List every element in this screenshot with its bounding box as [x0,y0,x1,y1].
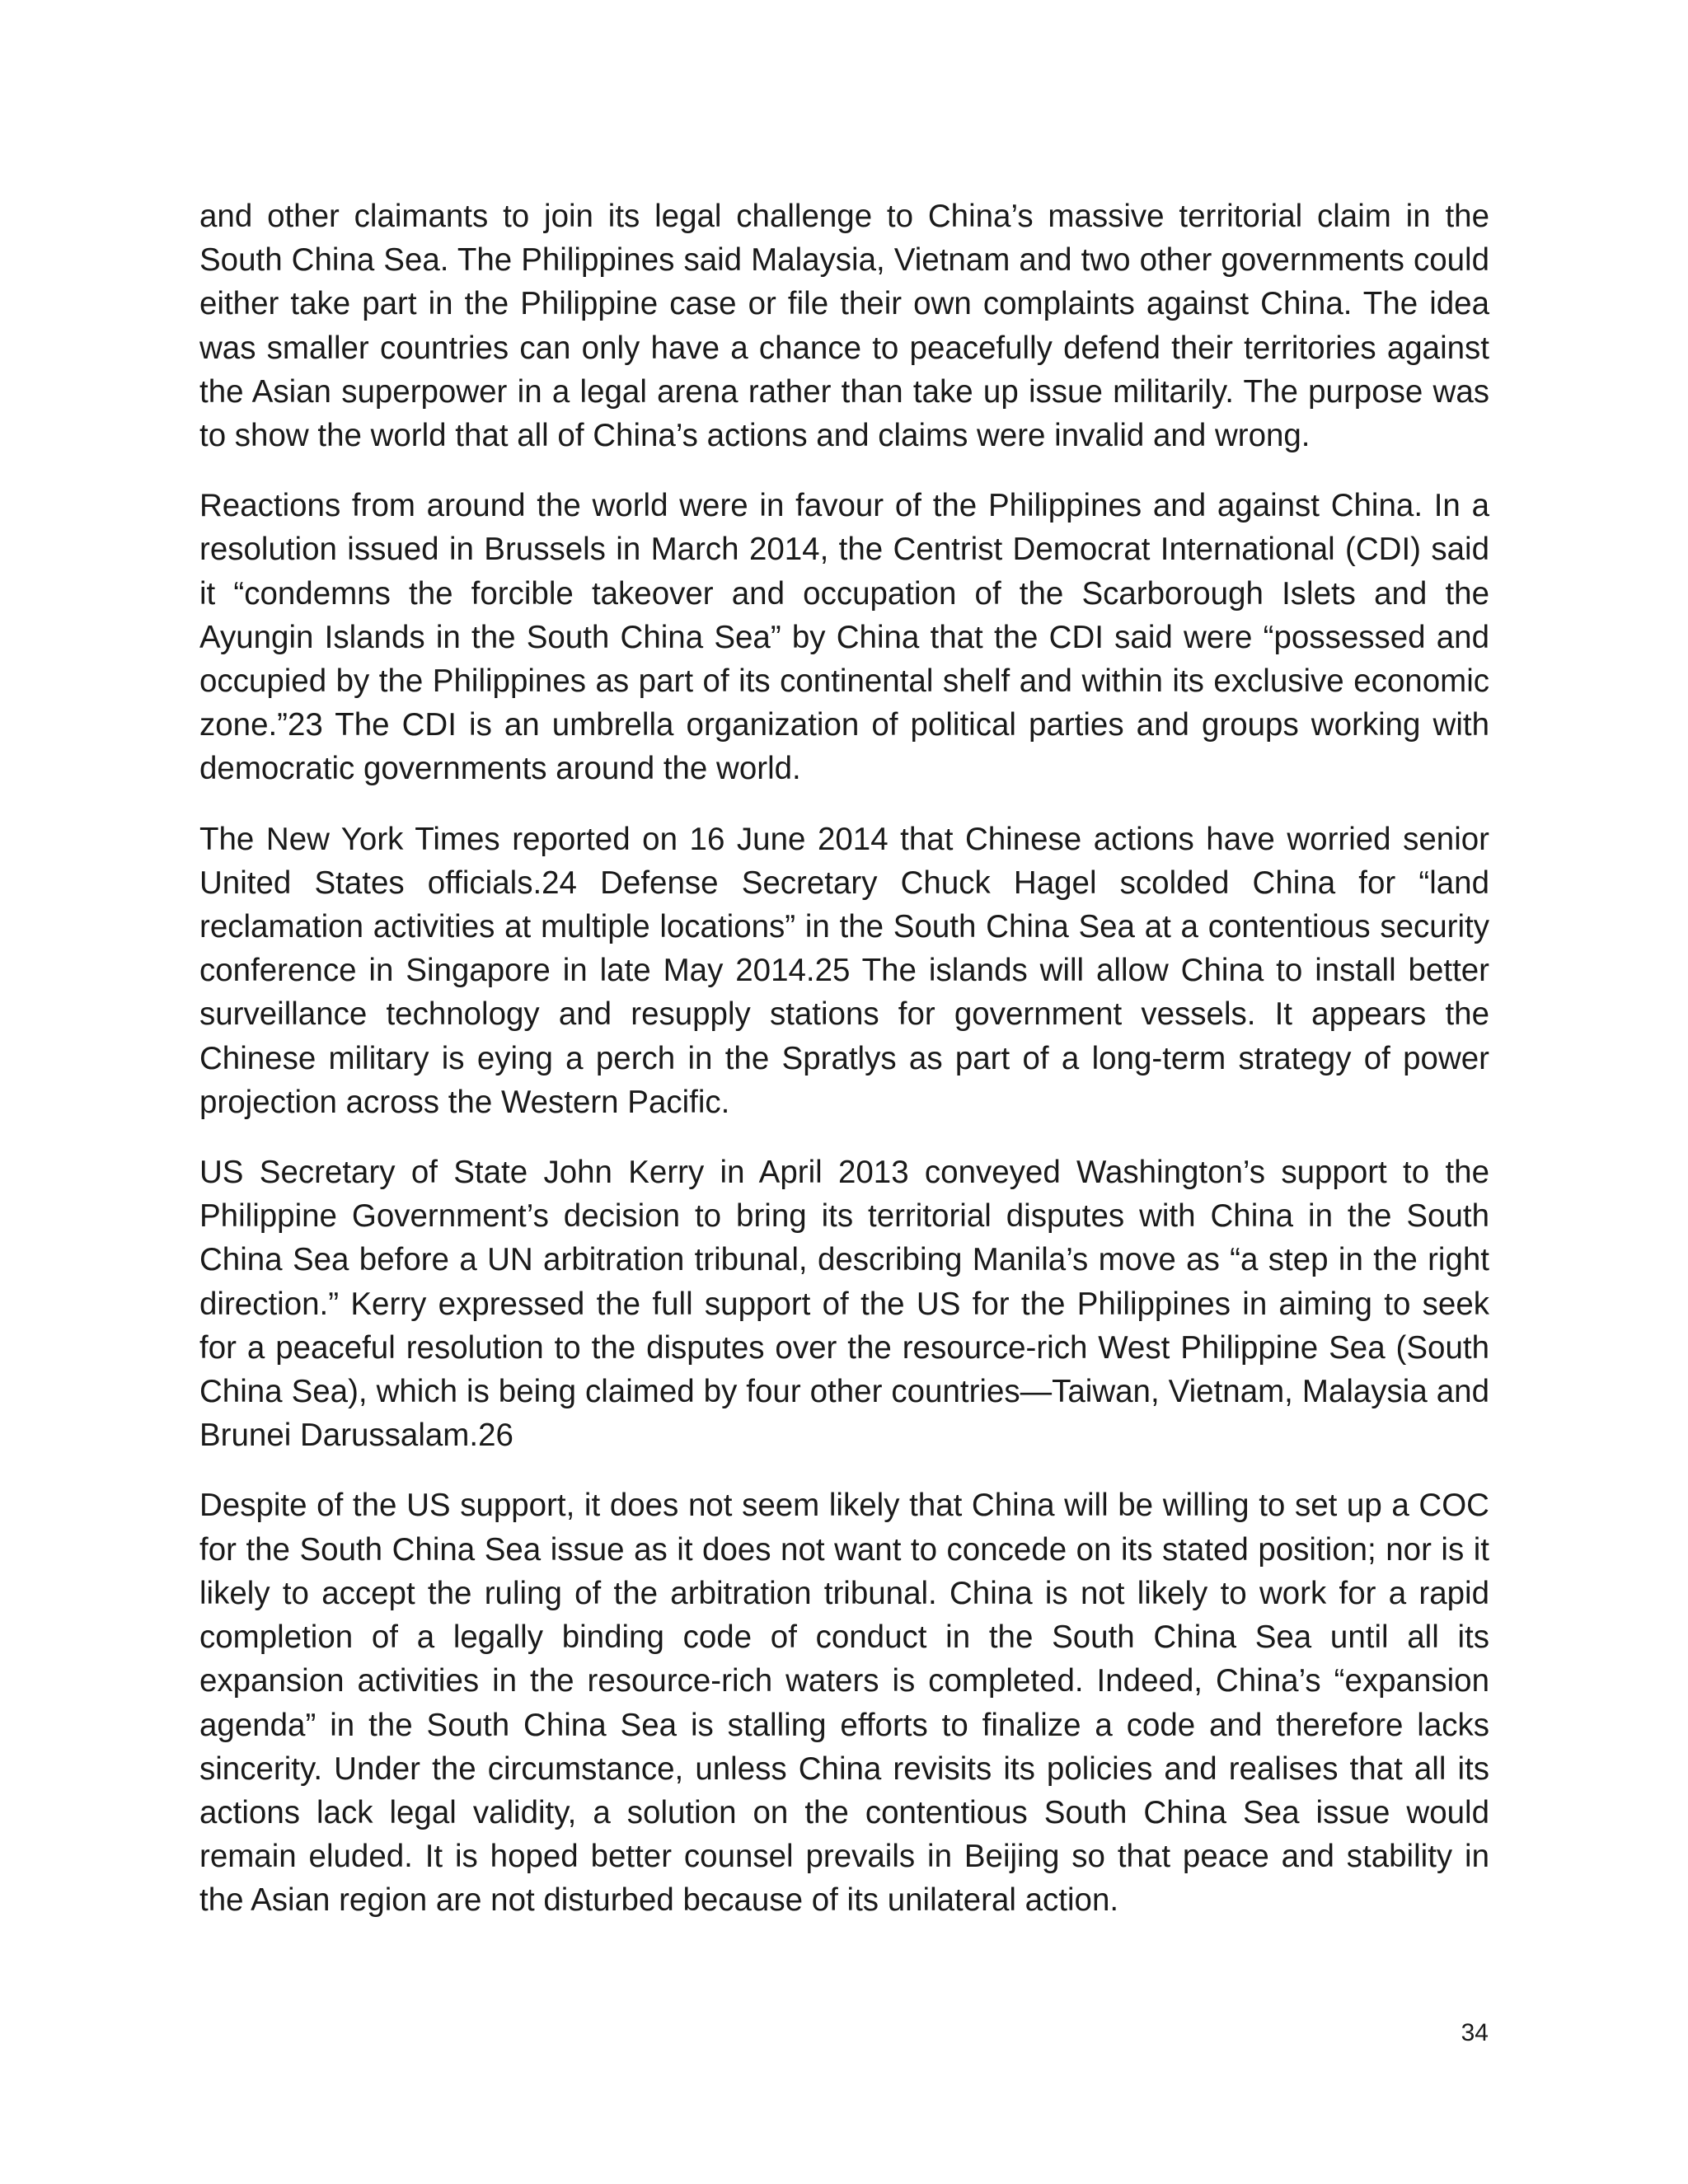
paragraph-4: US Secretary of State John Kerry in April 2013 conveyed Washington’s support to the Philippine Government’s decision to bring its territorial disputes with China in the South China Sea before a UN arbitration tribunal, describing Manila’s move as “a step in the right direction.” Kerry expressed the full support of the US for the Philippines in aiming to seek for a peaceful resolution to the disputes over the resource-rich West Philippine Sea (South China Sea), which is being claimed by four other countries—Taiwan, Vietnam, Malaysia and Brunei Darussalam.26 [199,1155,1489,1454]
paragraph-5: Despite of the US support, it does not seem likely that China will be willing to set up a COC for the South China Sea issue as it does not want to concede on its stated position; nor is it likely to accept the ruling of the arbitration tribunal. China is not likely to work for a rapid completion of a legally binding code of conduct in the South China Sea until all its expansion activities in the resource-rich waters is completed. Indeed, China’s “expansion agenda” in the South China Sea is stalling efforts to finalize a code and therefore lacks sincerity. Under the circumstance, unless China revisits its policies and realises that all its actions lack legal validity, a solution on the contentious South China Sea issue would remain eluded. It is hoped better counsel prevails in Beijing so that peace and stability in the Asian region are not disturbed because of its unilateral action. [199,1488,1489,1919]
paragraph-1: and other claimants to join its legal challenge to China’s massive territorial claim in the South China Sea. The Philippines said Malaysia, Vietnam and two other governments could either take part in the Philippine case or file their own complaints against China. The idea was smaller countries can only have a chance to peacefully defend their territories against the Asian superpower in a legal arena rather than take up issue militarily. The purpose was to show the world that all of China’s actions and claims were invalid and wrong. [199,199,1489,454]
page-number: 34 [1461,2019,1489,2046]
paragraph-2: Reactions from around the world were in favour of the Philippines and against China. In a resolution issued in Brussels in March 2014, the Centrist Democrat International (CDI) said it “condemns the forcible takeover and occupation of the Scarborough Islets and the Ayungin Islands in the South China Sea” by China that the CDI said were “possessed and occupied by the Philippines as part of its continental shelf and within its exclusive economic zone.”23 The CDI is an umbrella organization of political parties and groups working with democratic governments around the world. [199,488,1489,787]
body-text [199,194,1489,1949]
paragraph-3: The New York Times reported on 16 June 2014 that Chinese actions have worried senior United States officials.24 Defense Secretary Chuck Hagel scolded China for “land reclamation activities at multiple locations” in the South China Sea at a contentious security conference in Singapore in late May 2014.25 The islands will allow China to install better surveillance technology and resupply stations for government vessels. It appears the Chinese military is eying a perch in the Spratlys as part of a long-term strategy of power projection across the Western Pacific. [199,821,1489,1120]
